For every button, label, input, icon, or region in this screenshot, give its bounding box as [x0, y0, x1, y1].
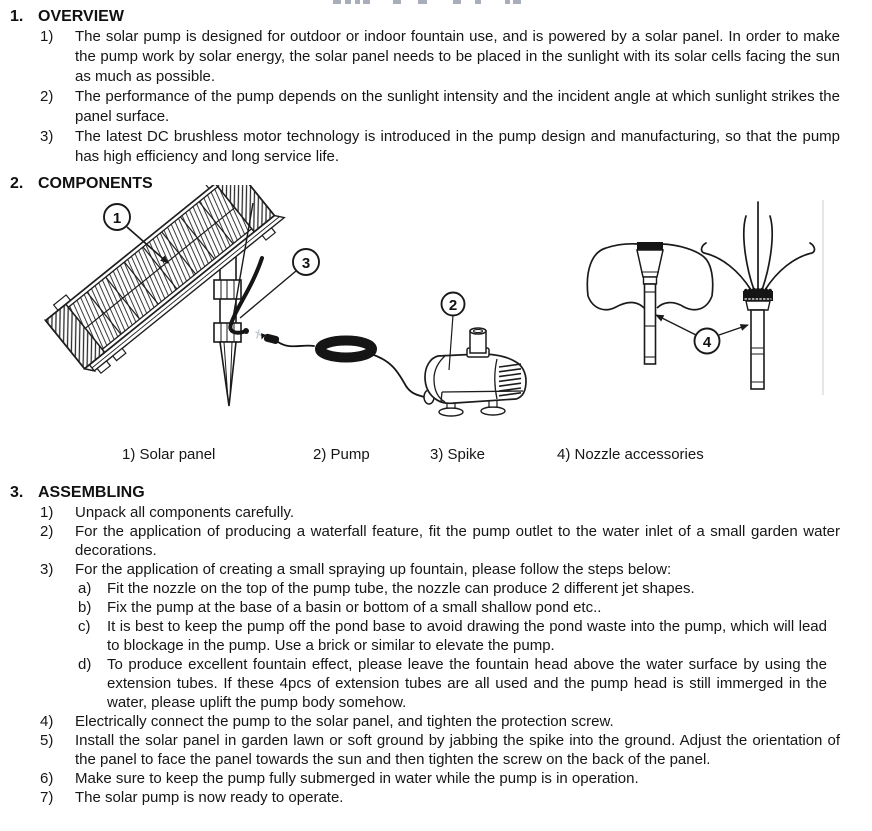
legend-solar-panel: 1) Solar panel — [122, 446, 216, 463]
legend-nozzle-accessories: 4) Nozzle accessories — [557, 446, 704, 463]
assembling-item-1 — [0, 503, 872, 522]
section-overview — [0, 7, 872, 167]
overview-item-2 — [0, 87, 872, 127]
nozzle-jet-drawing — [702, 202, 815, 389]
pump-drawing — [424, 328, 526, 416]
callout-3-number: 3 — [301, 255, 311, 272]
item-text: The solar pump is now ready to operate. — [75, 789, 344, 806]
item-text: The performance of the pump depends on the sunlight intensity and the incident angle at which sunlight strikes the panel surface. — [75, 88, 840, 125]
subitem-letter: a) — [78, 580, 92, 597]
assembling-item-7 — [0, 788, 872, 807]
item-number: 3) — [40, 128, 54, 145]
assembling-subitem-b — [0, 598, 872, 617]
callout-2-number: 2 — [448, 297, 458, 314]
item-text: For the application of creating a small spraying up fountain, please follow the steps below: — [75, 561, 672, 578]
subitem-text: Fix the pump at the base of a basin or bottom of a small shallow pond etc.. — [107, 599, 602, 616]
assembling-heading-number: 3. — [10, 484, 24, 501]
callout-4 — [656, 315, 748, 354]
item-number: 1) — [40, 504, 54, 521]
assembling-item-3 — [0, 560, 872, 579]
subitem-letter: c) — [78, 618, 91, 635]
cable-coil-drawing — [230, 258, 424, 397]
item-text: The solar pump is designed for outdoor or indoor fountain use, and is powered by a solar panel. In order to make the pump work by solar energy, the solar panel needs to be placed in the sunlight with its solar cells facing the sun as much as possible. — [75, 28, 840, 85]
item-text: Make sure to keep the pump fully submerged in water while the pump is in operation. — [75, 770, 639, 787]
item-number: 3) — [40, 561, 54, 578]
components-heading-title: COMPONENTS — [38, 175, 153, 192]
subitem-text: To produce excellent fountain effect, please leave the fountain head above the water surface by using the extension tubes. If these 4pcs of extension tubes are all used and the pump head is still immerged in the water, please uplift the pump body somehow. — [107, 656, 827, 711]
callout-1-number: 1 — [112, 210, 122, 227]
item-text: Electrically connect the pump to the solar panel, and tighten the protection screw. — [75, 713, 614, 730]
item-number: 4) — [40, 713, 54, 730]
item-number: 5) — [40, 732, 54, 749]
overview-heading-number: 1. — [10, 8, 24, 25]
assembling-heading — [0, 483, 872, 503]
assembling-item-2 — [0, 522, 872, 560]
subitem-text: Fit the nozzle on the top of the pump tube, the nozzle can produce 2 different jet shapes. — [107, 580, 695, 597]
assembling-subitem-c — [0, 617, 872, 655]
item-number: 1) — [40, 28, 54, 45]
callout-4-number: 4 — [702, 334, 712, 351]
components-diagram — [0, 185, 872, 440]
item-number: 6) — [40, 770, 54, 787]
legend-pump: 2) Pump — [313, 446, 370, 463]
assembling-item-6 — [0, 769, 872, 788]
section-components — [0, 174, 872, 465]
item-text: The latest DC brushless motor technology is introduced in the pump design and manufacturing, so that the pump has high efficiency and long service life. — [75, 128, 840, 165]
item-number: 7) — [40, 789, 54, 806]
subitem-letter: d) — [78, 656, 92, 673]
assembling-item-5 — [0, 731, 872, 769]
item-text: For the application of producing a waterfall feature, fit the pump outlet to the water inlet of a small garden water decorations. — [75, 523, 840, 559]
section-assembling — [0, 483, 872, 807]
nozzle-bell-drawing — [587, 242, 712, 364]
components-heading-number: 2. — [10, 175, 24, 192]
item-text: Install the solar panel in garden lawn or soft ground by jabbing the spike into the ground. Adjust the orientation of the panel to face the panel towards the sun and then tighten the screw on the back of the panel. — [75, 732, 840, 768]
components-legend — [0, 445, 872, 465]
assembling-subitem-d — [0, 655, 872, 712]
legend-spike: 3) Spike — [430, 446, 486, 463]
item-text: Unpack all components carefully. — [75, 504, 294, 521]
assembling-item-4 — [0, 712, 872, 731]
subitem-letter: b) — [78, 599, 92, 616]
overview-heading — [0, 7, 872, 27]
item-number: 2) — [40, 523, 54, 540]
subitem-text: It is best to keep the pump off the pond base to avoid drawing the pond waste into the pump, which will lead to blockage in the pump. Use a brick or similar to elevate the pump. — [107, 618, 827, 654]
cropped-header-fragments — [0, 0, 872, 6]
overview-item-1 — [0, 27, 872, 87]
assembling-heading-title: ASSEMBLING — [38, 484, 145, 501]
item-number: 2) — [40, 88, 54, 105]
overview-item-3 — [0, 127, 872, 167]
assembling-subitem-a — [0, 579, 872, 598]
overview-heading-title: OVERVIEW — [38, 8, 124, 25]
